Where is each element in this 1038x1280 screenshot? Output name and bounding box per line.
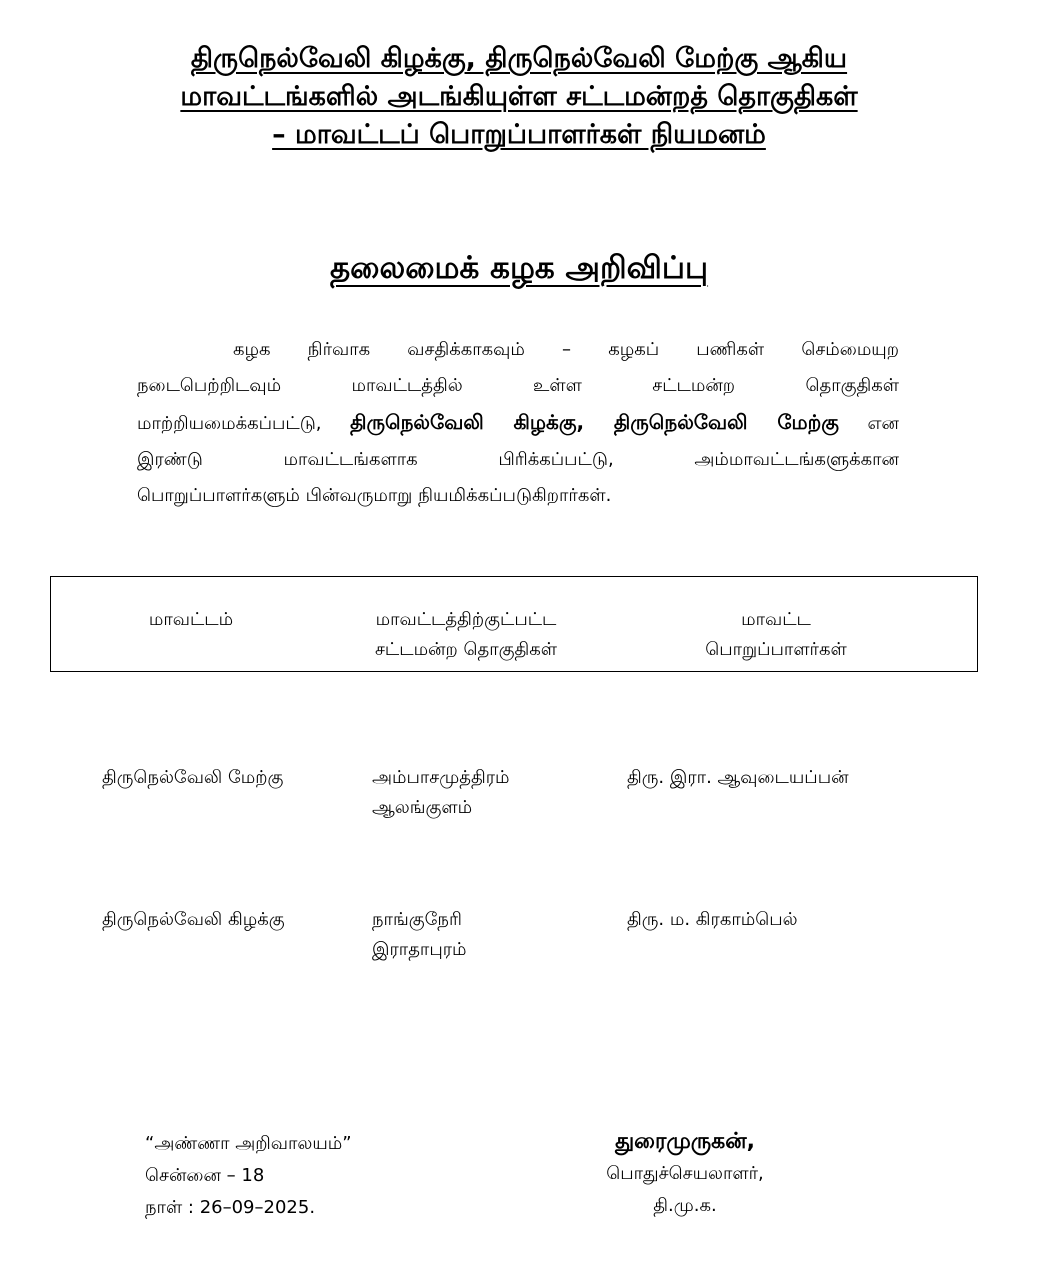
paragraph-line-4: இரண்டு மாவட்டங்களாக பிரிக்கப்பட்டு, அம்மாவட்டங்களுக்கான xyxy=(137,449,899,470)
office-name: “அண்ணா அறிவாலயம்” xyxy=(145,1133,352,1154)
header-incharge-line-1: மாவட்ட xyxy=(741,609,811,630)
header-district xyxy=(111,605,271,635)
row-1-constituency-2: ஆலங்குளம் xyxy=(372,797,473,818)
header-constituencies-line-2: சட்டமன்ற தொகுதிகள் xyxy=(374,639,558,660)
row-1-constituencies xyxy=(372,763,510,823)
title-line-1: திருநெல்வேலி கிழக்கு, திருநெல்வேலி மேற்கு ஆகிய xyxy=(190,43,848,74)
paragraph-line-3-start: மாற்றியமைக்கப்பட்டு, xyxy=(137,413,322,434)
signatory-name: துரைமுருகன், xyxy=(615,1129,755,1154)
table-header-box xyxy=(50,576,978,672)
signatory-block xyxy=(580,1126,790,1222)
header-district-label: மாவட்டம் xyxy=(148,609,234,630)
header-constituencies xyxy=(336,605,596,665)
row-1-constituency-1: அம்பாசமுத்திரம் xyxy=(372,767,510,788)
paragraph-line-3 xyxy=(137,404,899,442)
header-incharge xyxy=(666,605,886,665)
header-incharge-line-2: பொறுப்பாளர்கள் xyxy=(705,639,847,660)
row-2-constituency-1: நாங்குநேரி xyxy=(372,909,462,930)
row-2-district: திருநெல்வேலி கிழக்கு xyxy=(102,909,285,930)
district-names-bold: திருநெல்வேலி கிழக்கு, திருநெல்வேலி மேற்கு xyxy=(350,410,839,434)
document-title xyxy=(60,40,978,154)
paragraph-line-1: கழக நிர்வாக வசதிக்காகவும் – கழகப் பணிகள் செம்மையுற xyxy=(233,339,899,360)
row-1-incharge: திரு. இரா. ஆவுடையப்பன் xyxy=(627,767,849,788)
header-constituencies-line-1: மாவட்டத்திற்குட்பட்ட xyxy=(375,609,557,630)
issue-location-block xyxy=(145,1128,352,1224)
title-line-2: மாவட்டங்களில் அடங்கியுள்ள சட்டமன்றத் தொகுதிகள் xyxy=(180,81,858,112)
announcement-heading: தலைமைக் கழக அறிவிப்பு xyxy=(329,250,709,286)
city: சென்னை – 18 xyxy=(145,1165,265,1186)
row-2-constituency-2: இராதாபுரம் xyxy=(372,939,467,960)
paragraph-line-2: நடைபெற்றிடவும் மாவட்டத்தில் உள்ள சட்டமன்ற தொகுதிகள் xyxy=(137,375,899,396)
announcement-paragraph xyxy=(137,332,899,514)
row-1-district: திருநெல்வேலி மேற்கு xyxy=(102,767,284,788)
row-2-constituencies xyxy=(372,905,467,965)
paragraph-line-5: பொறுப்பாளர்களும் பின்வருமாறு நியமிக்கப்படுகிறார்கள். xyxy=(137,485,612,506)
row-2-incharge: திரு. ம. கிரகாம்பெல் xyxy=(627,909,798,930)
title-line-3: – மாவட்டப் பொறுப்பாளர்கள் நியமனம் xyxy=(272,119,766,150)
signatory-designation: பொதுச்செயலாளர், xyxy=(606,1163,764,1184)
party-name: தி.மு.க. xyxy=(653,1195,717,1216)
issue-date: நாள் : 26–09–2025. xyxy=(145,1197,316,1218)
paragraph-line-3-end: என xyxy=(867,413,899,434)
